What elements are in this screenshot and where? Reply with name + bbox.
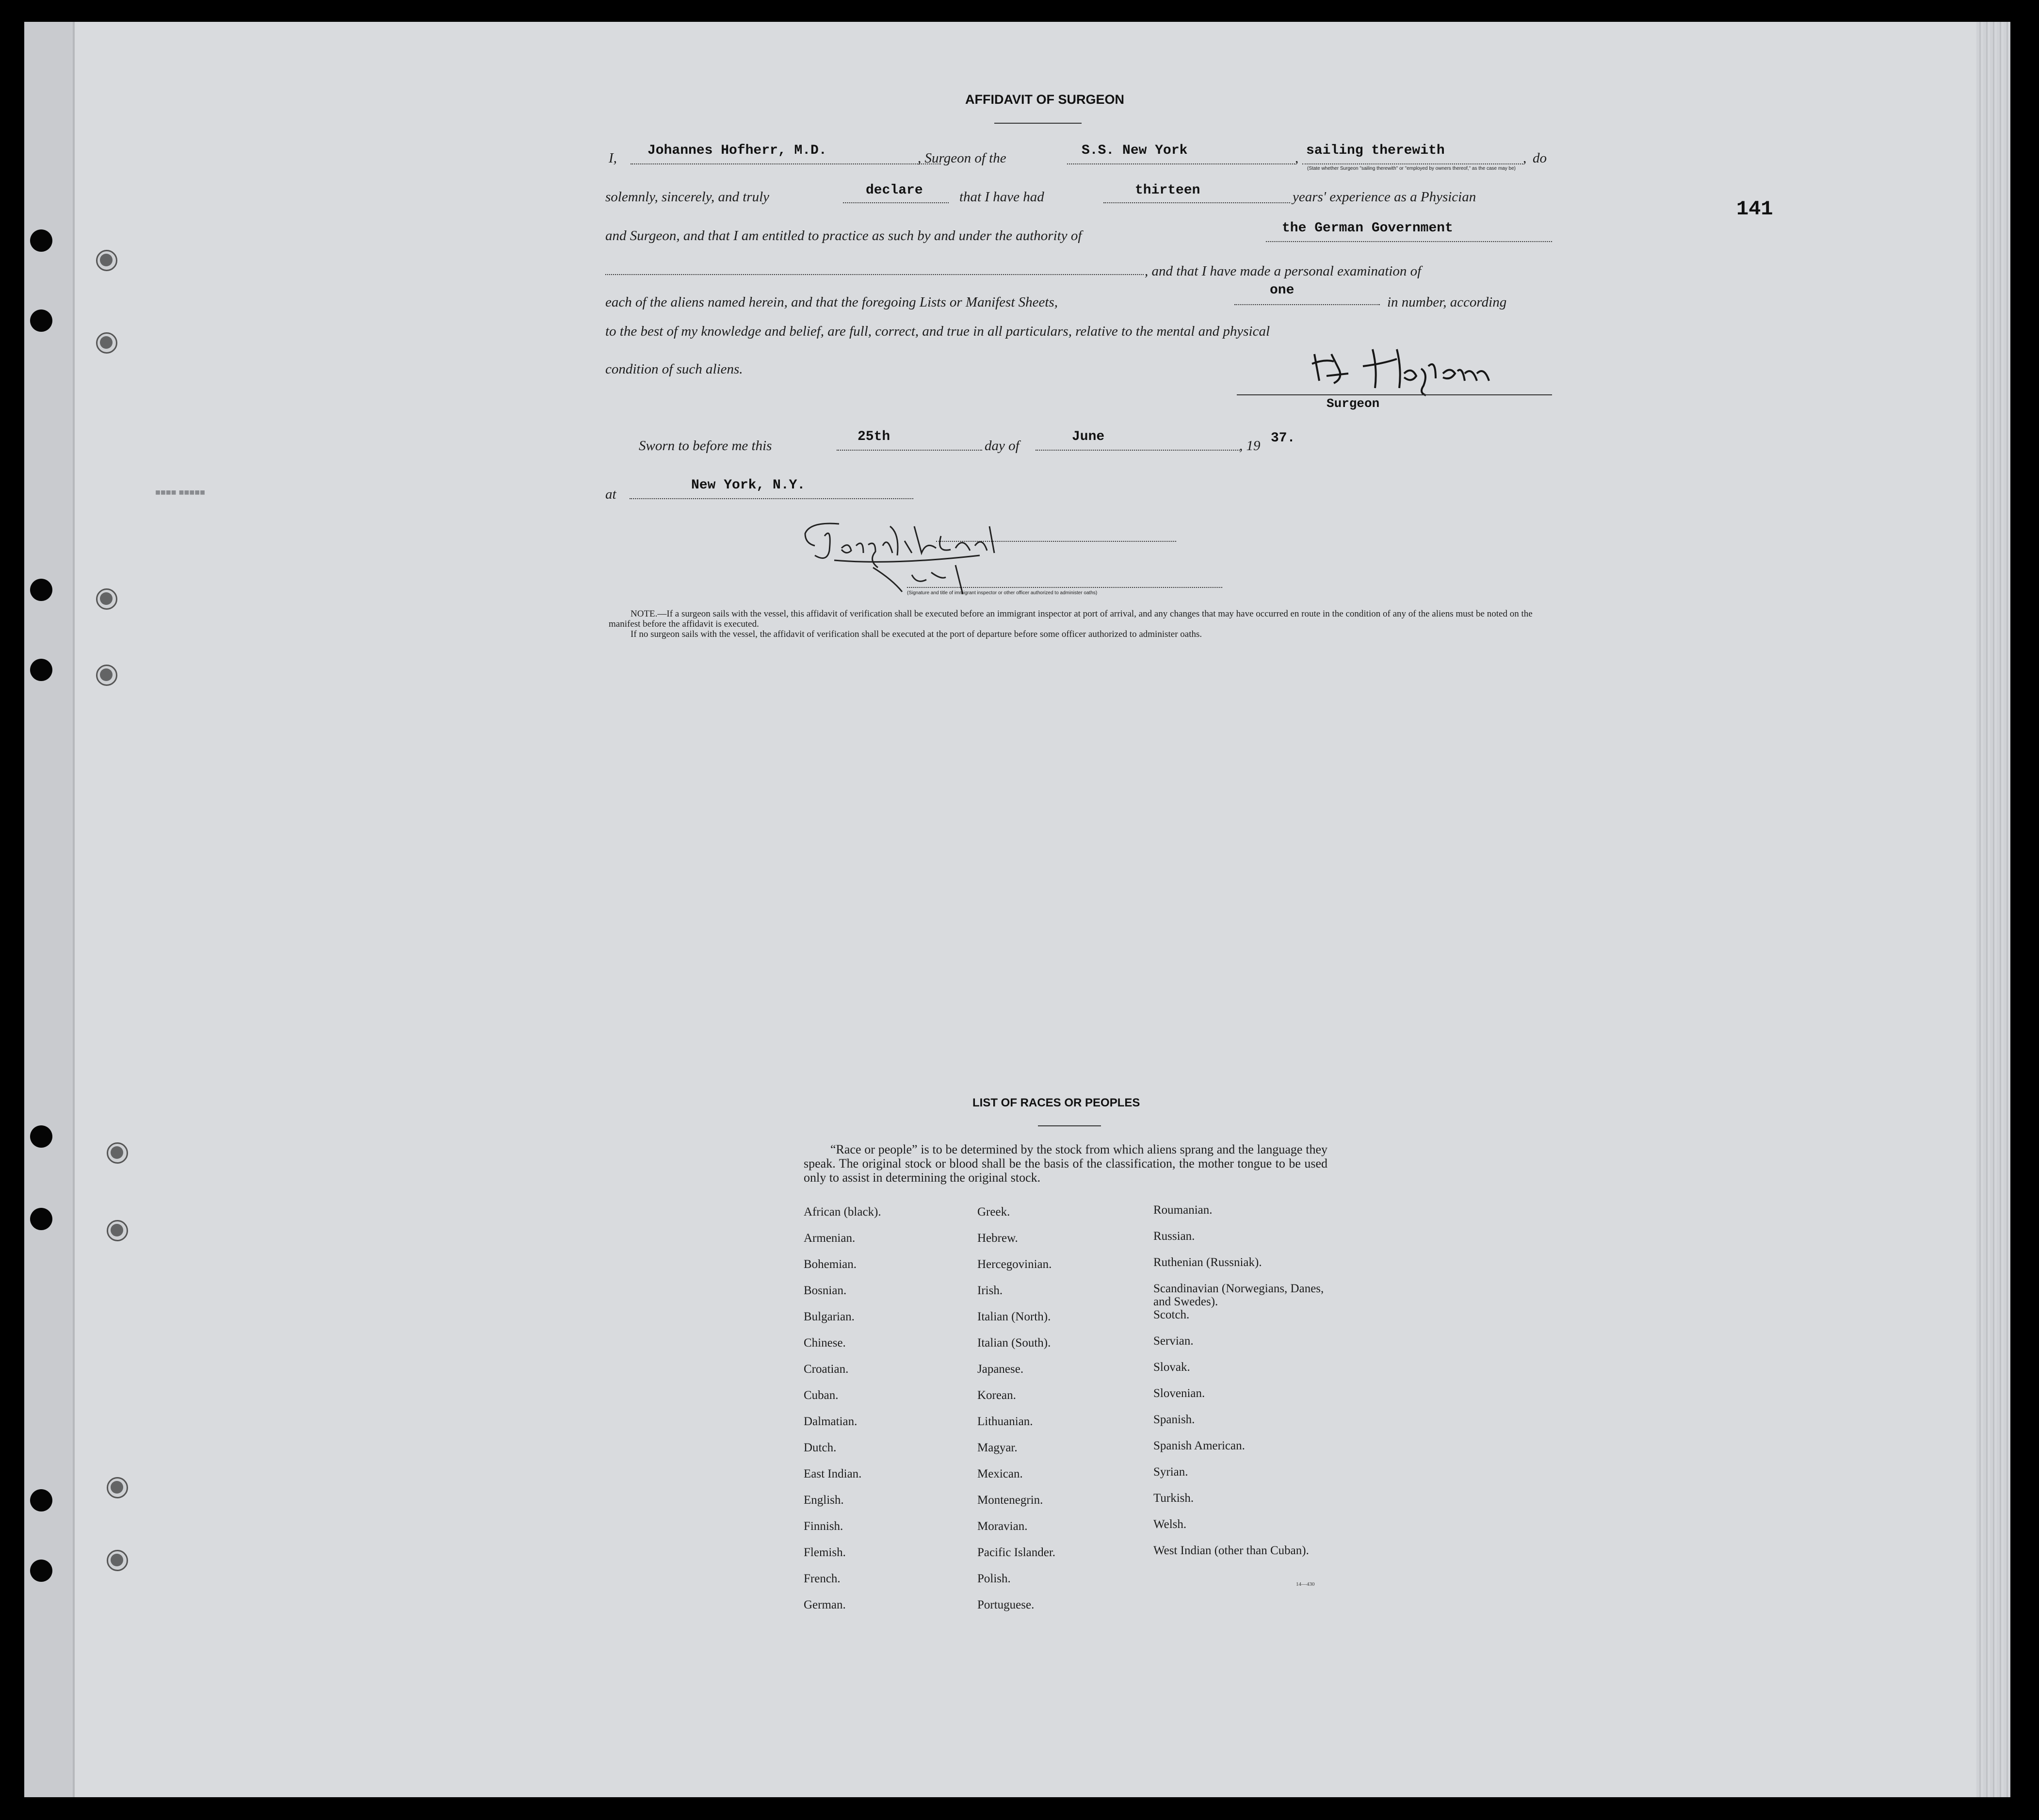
races-column-3 (1153, 1203, 1338, 1570)
blank-line (1103, 202, 1290, 203)
binder-hole (30, 309, 52, 332)
text-comma: , (1295, 150, 1299, 166)
binder-ring (107, 1550, 128, 1571)
race-item: Bulgarian. (804, 1310, 855, 1323)
race-item: Turkish. (1153, 1492, 1194, 1505)
binder-ring (107, 1477, 128, 1498)
races-column-2 (977, 1205, 1142, 1625)
binding-spine (24, 22, 73, 1797)
race-item: Bohemian. (804, 1258, 857, 1271)
race-item: Croatian. (804, 1363, 849, 1376)
capacity-field: sailing therewith (1306, 143, 1445, 158)
title-rule (994, 123, 1082, 124)
race-item: East Indian. (804, 1467, 862, 1480)
text-year-prefix: , 19 (1239, 438, 1261, 454)
vessel-field: S.S. New York (1082, 143, 1188, 158)
text-do: do (1533, 150, 1547, 166)
race-item: Mexican. (977, 1467, 1023, 1480)
declare-field: declare (866, 183, 923, 198)
surgeon-label: Surgeon (1327, 396, 1380, 411)
race-item: Spanish American. (1153, 1439, 1245, 1452)
page-stack-edge (1976, 22, 2010, 1797)
year-field: 37. (1271, 431, 1295, 446)
blank-line (630, 498, 913, 499)
race-item: Bosnian. (804, 1284, 847, 1297)
sworn-month-field: June (1072, 429, 1105, 444)
race-item: Flemish. (804, 1546, 846, 1559)
text-each-alien: each of the aliens named herein, and that the foregoing Lists or Manifest Sheets, (605, 294, 1058, 310)
race-item: Slovenian. (1153, 1387, 1205, 1400)
text-in-number: in number, according (1387, 294, 1507, 310)
bleed-through-text: ■■■■■ ■■■■ (155, 488, 205, 498)
binder-hole (30, 1489, 52, 1511)
spine-edge (73, 22, 75, 1797)
race-item: Armenian. (804, 1232, 856, 1245)
race-item: Polish. (977, 1572, 1011, 1585)
race-item: Portuguese. (977, 1598, 1035, 1611)
text-sworn: Sworn to before me this (639, 438, 772, 454)
surgeon-name-field: Johannes Hofherr, M.D. (647, 143, 827, 158)
text-and-surgeon: and Surgeon, and that I am entitled to practice as such by and under the authority of (605, 228, 1082, 244)
races-intro: “Race or people” is to be determined by the stock from which aliens sprang and the language they speak. The original stock or blood shall be the basis of the classification, the mother tongue to be used only to assist in determining the original stock. (804, 1142, 1327, 1185)
blank-line (1302, 163, 1523, 164)
note-paragraph-2: If no surgeon sails with the vessel, the affidavit of verification shall be executed at the port of departure before some officer authorized to administer oaths. (631, 629, 1202, 639)
race-item: English. (804, 1494, 844, 1507)
race-item: Irish. (977, 1284, 1003, 1297)
race-item: Magyar. (977, 1441, 1018, 1454)
binder-ring (107, 1220, 128, 1241)
race-item: Syrian. (1153, 1465, 1188, 1479)
years-field: thirteen (1135, 183, 1200, 198)
race-item: Italian (South). (977, 1336, 1051, 1349)
blank-line (936, 541, 1176, 542)
text-condition: condition of such aliens. (605, 361, 743, 377)
text-solemnly: solemnly, sincerely, and truly (605, 189, 770, 205)
binder-ring (107, 1142, 128, 1164)
race-item: Servian. (1153, 1334, 1194, 1348)
text-best-knowledge: to the best of my knowledge and belief, are full, correct, and true in all particulars, relative to the mental and physical (605, 324, 1270, 339)
text-comma: , (1523, 150, 1527, 166)
blank-line (631, 163, 941, 164)
binder-hole (30, 229, 52, 252)
races-title: LIST OF RACES OR PEOPLES (972, 1096, 1140, 1109)
race-item: Montenegrin. (977, 1494, 1043, 1507)
races-title-rule (1038, 1125, 1101, 1126)
surgeon-signature-line (1237, 394, 1552, 395)
race-item: Italian (North). (977, 1310, 1051, 1323)
form-code: 14—430 (1296, 1581, 1315, 1587)
binder-hole (30, 659, 52, 681)
place-field: New York, N.Y. (691, 478, 806, 493)
blank-line (605, 274, 1144, 275)
race-item: French. (804, 1572, 841, 1585)
race-item: Hebrew. (977, 1232, 1018, 1245)
blank-line (1067, 163, 1295, 164)
affidavit-note (609, 609, 1533, 639)
race-item: Chinese. (804, 1336, 846, 1349)
race-item: Scandinavian (Norwegians, Danes, and Swedes). (1153, 1282, 1324, 1308)
race-item: Dalmatian. (804, 1415, 858, 1428)
binder-ring (96, 250, 117, 271)
binder-ring (96, 665, 117, 686)
affidavit-title: AFFIDAVIT OF SURGEON (965, 92, 1124, 107)
note-paragraph-1: NOTE.—If a surgeon sails with the vessel, this affidavit of verification shall be executed before an immigrant inspector at port of arrival, and any changes that may have occurred en route in the condition of any of the aliens must be noted on the manifest before the affidavit is executed. (609, 609, 1533, 629)
race-item: African (black). (804, 1205, 881, 1219)
manifest-page (24, 22, 2010, 1797)
binder-hole (30, 1125, 52, 1148)
blank-line (1266, 241, 1552, 242)
race-item: Slovak. (1153, 1361, 1190, 1374)
race-item: West Indian (other than Cuban). (1153, 1544, 1309, 1557)
text-years-experience: years' experience as a Physician (1293, 189, 1476, 205)
text-that-i-have-had: that I have had (959, 189, 1044, 205)
race-item: Pacific Islander. (977, 1546, 1056, 1559)
race-item: German. (804, 1598, 846, 1611)
text-at: at (605, 487, 616, 502)
binder-ring (96, 332, 117, 354)
binder-hole (30, 1208, 52, 1230)
binder-hole (30, 1560, 52, 1582)
page-number: 141 (1736, 197, 1773, 221)
race-item: Greek. (977, 1205, 1010, 1219)
race-item: Hercegovinian. (977, 1258, 1052, 1271)
blank-line (837, 450, 982, 451)
race-item: Ruthenian (Russniak). (1153, 1256, 1262, 1269)
text-personal-exam: , and that I have made a personal examination of (1145, 263, 1422, 279)
race-item: Korean. (977, 1389, 1016, 1402)
race-item: Scotch. (1153, 1308, 1190, 1321)
sheets-field: one (1270, 283, 1295, 298)
text-surgeon-of: , Surgeon of the (918, 150, 1006, 166)
races-column-1 (804, 1205, 969, 1625)
race-item: Finnish. (804, 1520, 843, 1533)
text-day-of: day of (985, 438, 1020, 454)
officer-signature-line (907, 587, 1222, 588)
race-item: Cuban. (804, 1389, 839, 1402)
surgeon-signature (1305, 340, 1523, 398)
blank-line (1036, 450, 1242, 451)
race-item: Lithuanian. (977, 1415, 1033, 1428)
race-item: Dutch. (804, 1441, 837, 1454)
text-i: I, (609, 150, 617, 166)
race-item: Spanish. (1153, 1413, 1195, 1426)
blank-line (1234, 304, 1380, 305)
race-item: Russian. (1153, 1230, 1195, 1243)
officer-caption: (Signature and title of immigrant inspector or other officer authorized to administer oaths) (907, 590, 1098, 596)
race-item: Roumanian. (1153, 1203, 1213, 1217)
binder-hole (30, 579, 52, 601)
race-item: Moravian. (977, 1520, 1028, 1533)
authority-field: the German Government (1282, 221, 1453, 236)
sworn-day-field: 25th (858, 429, 890, 444)
officer-signature (795, 507, 1145, 604)
race-item: Japanese. (977, 1363, 1024, 1376)
binder-ring (96, 588, 117, 610)
state-note: (State whether Surgeon "sailing therewith" or "employed by owners thereof," as the case may be) (1307, 166, 1516, 171)
race-item: Welsh. (1153, 1518, 1187, 1531)
blank-line (843, 202, 949, 203)
